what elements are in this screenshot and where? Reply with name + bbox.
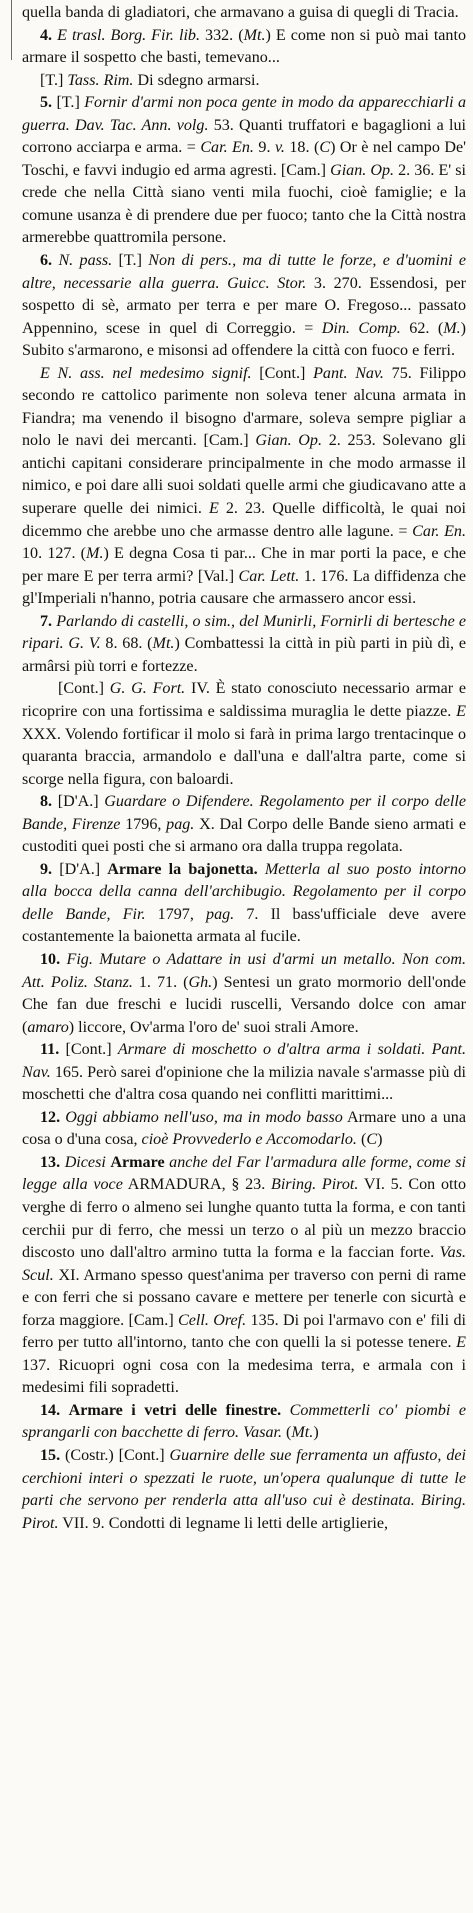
italic-text: pag. — [166, 815, 195, 833]
text-run: 62. ( — [400, 319, 444, 337]
bold-text: 7. — [40, 612, 53, 630]
entry-paragraph — [22, 1039, 466, 1107]
text-run: ) Subito s'armarono, e misonsi ad offendere la città con fuoco e ferri. — [22, 319, 466, 360]
text-run: XXX. Volendo fortificar il molo si farà in prima largo trentacinque o quaranta braccia, armandolo e dall'una e dall'altra parte, come si scorge nella figura, con baloardi. — [22, 725, 466, 788]
bold-text: 15. — [40, 1447, 61, 1464]
entry-paragraph — [22, 92, 466, 250]
italic-text: Fornir d'armi non poca gente in modo da apparecchiarli a guerra. Dav. Tac. Ann. volg. — [22, 94, 466, 134]
text-run — [60, 1402, 68, 1419]
text-run: ) — [377, 1131, 383, 1149]
italic-text: C — [366, 1131, 378, 1149]
italic-text: pag. — [206, 905, 235, 923]
italic-text: Armare di moschetto o d'altra arma i soldati. Pant. Nav. — [22, 1041, 466, 1081]
entry-paragraph — [22, 1107, 466, 1152]
bold-text: Armare i vetri delle finestre. — [68, 1401, 282, 1419]
italic-text: cioè Provvederlo e Accomodarlo. — [141, 1131, 357, 1149]
bold-text: 6. — [40, 252, 53, 270]
text-run: [T.] — [52, 94, 85, 112]
italic-text: Car. En. — [200, 139, 254, 157]
text-run: ) E come non si può mai tanto armare il sospetto che basti, temevano... — [22, 26, 466, 67]
entry-paragraph — [22, 1400, 466, 1445]
italic-text: amaro — [27, 1018, 69, 1036]
italic-text: C — [319, 139, 331, 157]
italic-text: Mt. — [291, 1424, 314, 1442]
text-run: 332. ( — [200, 26, 244, 44]
text-run: [D'A.] — [52, 860, 108, 878]
text-run: 2. 253. Solevano gli antichi capitani considerare principalmente in che modo armasse il nimico, e poi dare alli suoi soldati quelle armi che giudicavano atte a superare quelle dei nimici. — [22, 432, 466, 518]
text-run: 10. 127. ( — [22, 545, 87, 563]
italic-text: v. — [274, 139, 285, 157]
text-run: 8. 68. ( — [100, 635, 153, 653]
text-run: ) Combattessi la città in più parti in più dì, e armârsi più torri e fortezze. — [22, 635, 466, 675]
italic-text: Metterla al suo posto intorno alla bocca della canna dell'archibugio. Regolamento per il corpo delle Bande, Fir. — [22, 860, 467, 923]
bold-text: 5. — [40, 94, 53, 112]
italic-text: N. pass. — [58, 252, 113, 270]
entry-paragraph — [22, 611, 466, 679]
italic-text: G. G. Fort. — [109, 680, 186, 698]
entry-paragraph — [22, 791, 466, 859]
entry-paragraph — [22, 949, 466, 1039]
text-run: 3. 270. Essendosi, per sospetto di sè, armato per terra e per mare O. Fregoso... passato Appennino, scese in quel di Correggio. = — [22, 274, 466, 337]
text-run: Di sdegno armarsi. — [133, 71, 260, 89]
italic-text: Oggi abbiamo nell'uso, ma in modo basso — [65, 1108, 343, 1126]
text-run: 137. Ricuopri ogni cosa con la medesima terra, e armala con i medesimi fili sopradetti. — [22, 1356, 466, 1397]
entry-paragraph — [22, 2, 466, 25]
italic-text: Parlando di castelli, o sim., del Munirli, Fornirli di bertesche e ripari. G. V. — [22, 612, 467, 653]
entry-paragraph — [22, 25, 466, 70]
italic-text: E — [456, 1334, 466, 1352]
italic-text: E — [208, 500, 219, 518]
italic-text: Tass. Rim. — [67, 71, 134, 89]
text-run: [Cont.] — [251, 364, 314, 382]
italic-text: Pant. Nav. — [313, 364, 384, 382]
italic-text: Commetterli co' piombi e sprangarli con bacchette di ferro. Vasar. — [22, 1401, 466, 1442]
text-run: IV. È stato conosciuto necessario armar e ricoprire con una fortissima e saldissima muraglia le dette piazze. — [22, 680, 466, 720]
text-run: 18. ( — [284, 139, 320, 157]
text-run: Armare uno a una cosa o d'una cosa, — [22, 1108, 466, 1149]
entry-paragraph — [22, 250, 466, 363]
italic-text: Mt. — [152, 635, 175, 653]
text-run: quella banda di gladiatori, che armavano a guisa di quegli di Tracia. — [22, 4, 459, 21]
text-run: 135. Di poi l'armavo con e' fili di ferro per tutto all'intorno, tanto che con quelli la si potesse tenere. — [22, 1311, 466, 1352]
text-run: 2. 36. E' si crede che nella Città siano venti mila fuochi, cioè famiglie; e la comune usanza è di prendere due per fuoco; tanto che la Città nostra armerebbe quattromila persone. — [22, 161, 466, 247]
text-run: ) Or è nel campo De' Toschi, e favvi indugio ed arma agresti. [Cam.] — [22, 139, 467, 179]
text-run: 7. Il bass'ufficiale deve avere costantemente la baionetta armata al fucile. — [22, 905, 466, 946]
italic-text: Dicesi — [64, 1153, 106, 1171]
italic-text: Non di pers., ma di tutte le forze, e d'uomini e altre, necessarie alla guerra. Guicc. Stor. — [22, 252, 466, 292]
text-run: [T.] — [40, 71, 68, 89]
italic-text: Fig. Mutare o Adattare in usi d'armi un metallo. Non com. Att. Poliz. Stanz. — [22, 950, 466, 991]
text-run: 1. 71. ( — [132, 973, 189, 991]
text-run: 1. 176. La diffidenza che gl'Imperiali n'hanno, potria causare che armassero ancor essi. — [22, 567, 466, 608]
italic-text: M. — [443, 319, 461, 337]
text-run: 1796, — [120, 815, 167, 833]
text-run: VI. 5. Con otto verghe di ferro o almeno sei lunghe quanto tutta la forma, e con tanti cerchii pur di ferro, che messi un terzo o al più un mezzo braccio discosto uno dall'altro armino tutta la forma e la faccian forte. — [22, 1176, 466, 1262]
italic-text: Mt. — [243, 26, 266, 44]
text-run: X. Dal Corpo delle Bande sieno armati e custoditi quei posti che si armano ora dalla truppa regolata. — [22, 815, 466, 856]
text-run: ( — [356, 1131, 367, 1149]
text-run: [D'A.] — [52, 793, 105, 811]
text-run: 53. Quanti truffatori e bagaglioni a lui corrono acciarpa e arma. = — [22, 116, 466, 157]
text-run: VII. 9. Condotti di legname li letti delle artiglierie, — [58, 1514, 389, 1532]
text-run: 2. 23. Quelle difficoltà, le quai noi dicemmo che arebbe uno che armasse dentro alle lagune. = — [22, 500, 466, 540]
italic-text: E — [456, 702, 466, 720]
italic-text: Vas. Scul. — [22, 1244, 466, 1284]
entry-paragraph — [22, 1445, 466, 1535]
text-run: 1797, — [145, 905, 207, 923]
italic-text: M. — [86, 545, 104, 563]
italic-text: Gian. Op. — [255, 432, 322, 450]
bold-text: 4. — [40, 26, 53, 44]
italic-text: E N. ass. nel medesimo signif. — [40, 364, 252, 382]
text-run: XI. Armano spesso quest'anima per traverso con perni di rame e con ferri che si possano cavare e mettere per tenerle con sicurtà e forza maggiore. [Cam.] — [22, 1266, 466, 1329]
italic-text: anche del Far l'armadura alle forme, come si legge alla voce — [22, 1153, 466, 1194]
text-run — [281, 1402, 289, 1419]
text-run: [Cont.] — [59, 1041, 118, 1059]
text-run: ( — [282, 1424, 292, 1442]
bold-text: 9. — [40, 860, 53, 878]
bold-text: 13. — [40, 1153, 61, 1171]
bold-text: 14. — [40, 1401, 61, 1419]
italic-text: Guardare o Difendere. Regolamento per il corpo delle Bande, Firenze — [22, 793, 466, 833]
italic-text: Biring. Pirot. — [270, 1176, 359, 1194]
bold-text: 11. — [40, 1041, 60, 1059]
text-run: ) E degna Cosa ti par... Che in mar porti la pace, e che per mare E per terra armi? [Val.] — [22, 545, 467, 585]
text-run: ARMADURA, § 23. — [122, 1176, 271, 1194]
italic-text: Gh. — [188, 973, 213, 991]
bold-text: 8. — [40, 793, 53, 811]
text-run — [258, 861, 265, 878]
italic-text: Gian. Op. — [330, 161, 395, 179]
italic-text: E trasl. Borg. Fir. lib. — [57, 26, 200, 44]
italic-text: Car. Lett. — [238, 567, 300, 585]
italic-text: Cell. Oref. — [178, 1311, 247, 1329]
bold-text: Armare — [110, 1153, 165, 1171]
text-run: 9. — [253, 139, 275, 157]
entry-paragraph — [22, 70, 466, 93]
bold-text: 10. — [40, 950, 61, 968]
entry-paragraph — [22, 678, 466, 791]
italic-text: Guarnire delle sue ferramenta un affusto, dei cerchioni interi o spezzati le ruote, un'opera qualunque di tutte le parti che servono per renderla atta all'uso cui è destinata. Biring. Pirot. — [22, 1447, 466, 1532]
text-run: [Cont.] — [58, 680, 110, 698]
text-run: 75. Filippo secondo re cattolico parimente non soleva tener alcuna armata in Fiandra; ma venendo il bisogno d'armare, soleva sempre pigliar a nolo le navi dei mercanti. [Cam.] — [22, 364, 467, 450]
text-run: ) — [313, 1424, 319, 1442]
text-run: [T.] — [112, 252, 149, 270]
text-run: ) Sentesi un grato mormorio dell'onde Che fan due freschi e lucidi ruscelli, Versando dolce con amar ( — [22, 973, 466, 1036]
entry-paragraph — [22, 859, 466, 949]
italic-text: Din. Comp. — [321, 319, 401, 337]
bold-text: 12. — [40, 1108, 61, 1126]
text-run: 165. Però sarei d'opinione che la milizia navale s'armasse più di moschetti che d'altra cosa quando nei conflitti marittimi... — [22, 1063, 466, 1104]
text-run: ) liccore, Ov'arma l'oro de' suoi strali Amore. — [68, 1018, 359, 1036]
bold-text: Armare la bajonetta. — [107, 860, 258, 878]
entry-paragraph — [22, 363, 466, 611]
text-run: (Costr.) [Cont.] — [60, 1447, 170, 1464]
italic-text: Car. En. — [412, 522, 466, 540]
entry-paragraph — [22, 1152, 466, 1400]
